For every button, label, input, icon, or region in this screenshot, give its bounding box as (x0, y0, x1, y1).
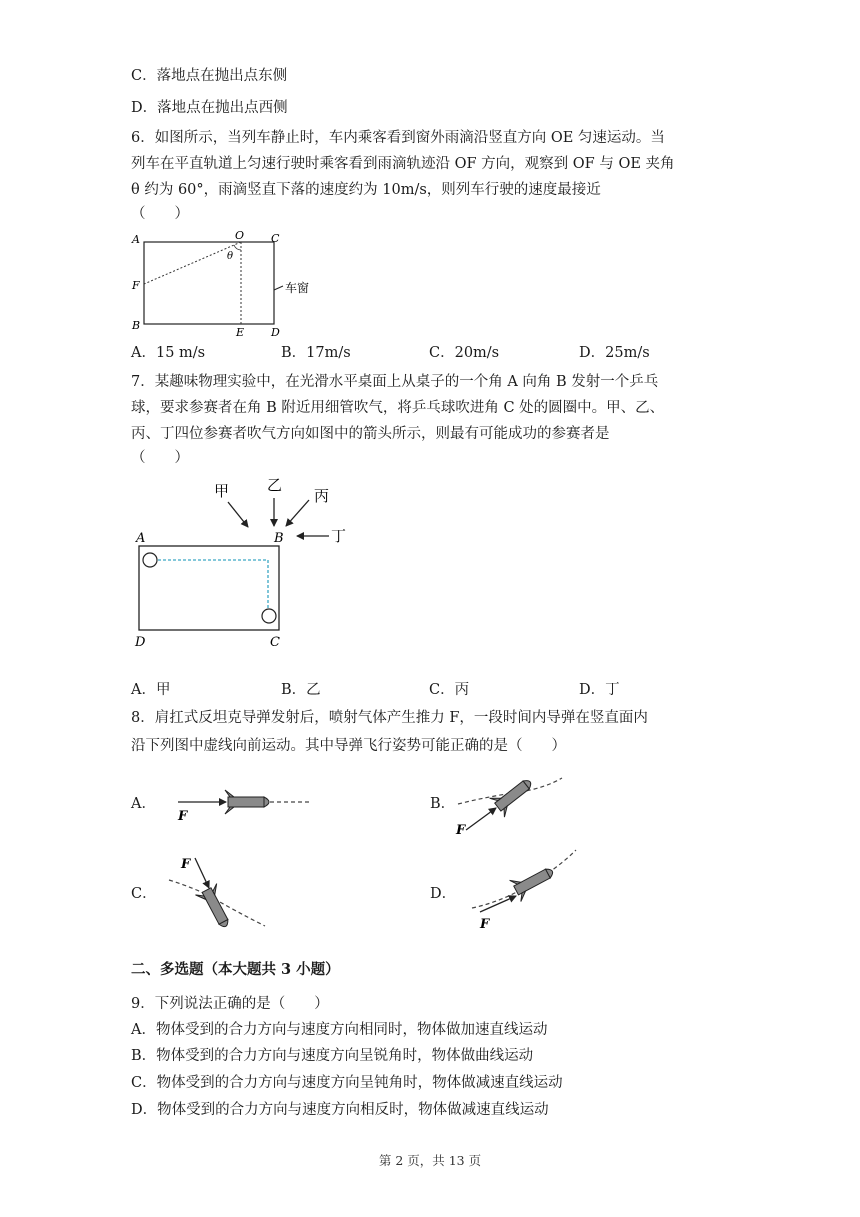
q6-stem-line3: θ 约为 60°，雨滴竖直下落的速度约为 10m/s，则列车行驶的速度最接近 (131, 182, 601, 198)
q9-option-a: A．物体受到的合力方向与速度方向相同时，物体做加速直线运动 (131, 1022, 548, 1038)
label-yi: 乙 (267, 476, 283, 494)
missile-b (490, 774, 538, 817)
q9-option-d: D．物体受到的合力方向与速度方向相反时，物体做减速直线运动 (131, 1102, 549, 1118)
window-rect (144, 242, 274, 324)
of-dashed-line (144, 242, 241, 284)
label-window: 车窗 (285, 281, 310, 295)
ball-path (158, 560, 268, 608)
q7-stem-line1: 7．某趣味物理实验中，在光滑水平桌面上从桌子的一个角 A 向角 B 发射一个乒乓 (131, 374, 659, 390)
label-e: E (236, 326, 245, 339)
q6-option-d: D．25m/s (579, 345, 650, 361)
missile-d (510, 861, 558, 902)
q7-option-a: A．甲 (131, 682, 171, 698)
q7-stem-line3: 丙、丁四位参赛者吹气方向如图中的箭头所示，则最有可能成功的参赛者是 (131, 426, 610, 442)
label-c: C (271, 232, 280, 245)
force-label-a: F (178, 809, 188, 824)
q7-option-b: B．乙 (281, 682, 321, 698)
q8-stem-line1: 8．肩扛式反坦克导弹发射后，喷射气体产生推力 F，一段时间内导弹在竖直面内 (131, 710, 648, 726)
q6-option-c: C．20m/s (429, 345, 500, 361)
label-b: B (132, 319, 141, 332)
arrow-jia (228, 502, 248, 527)
label-theta: θ (227, 251, 234, 262)
missile-figure-b (450, 774, 570, 840)
q6-bracket: （ ） (131, 206, 189, 222)
q8-label-c: C． (131, 886, 157, 902)
force-arrow-c (195, 858, 209, 888)
q7-option-c: C．丙 (429, 682, 470, 698)
q5-option-c: C．落地点在抛出点东侧 (131, 68, 288, 84)
missile-c (195, 884, 236, 932)
theta-arc (234, 245, 241, 250)
q9-option-c: C．物体受到的合力方向与速度方向呈钝角时，物体做减速直线运动 (131, 1075, 563, 1091)
label-b: B (274, 531, 284, 546)
force-label-c: F (181, 857, 191, 872)
force-arrow-b (466, 808, 496, 830)
label-jia: 甲 (214, 482, 230, 500)
q6-stem-line1: 6．如图所示，当列车静止时，车内乘客看到窗外雨滴沿竖直方向 OE 匀速运动。当 (131, 130, 665, 146)
missile-figure-a (170, 778, 320, 828)
arrow-bing (286, 500, 309, 526)
label-a: A (132, 233, 140, 246)
q7-option-d: D．丁 (579, 682, 620, 698)
label-f: F (132, 279, 140, 292)
q8-label-b: B． (430, 796, 456, 812)
q6-stem-line2: 列车在平直轨道上匀速行驶时乘客看到雨滴轨迹沿 OF 方向，观察到 OF 与 OE 夹角 (131, 156, 675, 172)
label-d: D (271, 326, 280, 339)
label-bing: 丙 (314, 487, 330, 505)
q7-bracket: （ ） (131, 450, 189, 466)
q7-stem-line2: 球，要求参赛者在角 B 附近用细管吹气，将乒乓球吹进角 C 处的圆圈中。甲、乙、 (131, 400, 665, 416)
q8-label-d: D． (430, 886, 457, 902)
window-pointer (274, 286, 283, 290)
ball-start-circle (143, 553, 157, 567)
label-a: A (136, 531, 146, 546)
force-label-d: F (480, 917, 490, 932)
q9-stem: 9．下列说法正确的是（ ） (131, 996, 329, 1012)
label-o: O (235, 229, 245, 242)
table-figure (125, 470, 365, 650)
label-c: C (270, 635, 280, 650)
label-d: D (135, 635, 146, 650)
q6-option-a: A．15 m/s (131, 345, 206, 361)
table-rect (139, 546, 279, 630)
force-label-b: F (456, 823, 466, 838)
force-arrow-d (480, 896, 516, 912)
q8-label-a: A． (131, 796, 156, 812)
q9-option-b: B．物体受到的合力方向与速度方向呈锐角时，物体做曲线运动 (131, 1048, 534, 1064)
section-2-title: 二、多选题（本大题共 3 小题） (131, 961, 340, 978)
missile-figure-d (460, 846, 585, 932)
page-footer: 第 2 页，共 13 页 (378, 1153, 482, 1168)
q6-option-b: B．17m/s (281, 345, 351, 361)
target-circle (262, 609, 276, 623)
missile-a (225, 790, 269, 814)
missile-figure-c (165, 852, 275, 938)
q5-option-d: D．落地点在抛出点西侧 (131, 100, 288, 116)
label-ding: 丁 (331, 527, 347, 545)
q8-stem-line2: 沿下列图中虚线向前运动。其中导弹飞行姿势可能正确的是（ ） (131, 738, 566, 754)
train-window-figure (120, 226, 340, 342)
